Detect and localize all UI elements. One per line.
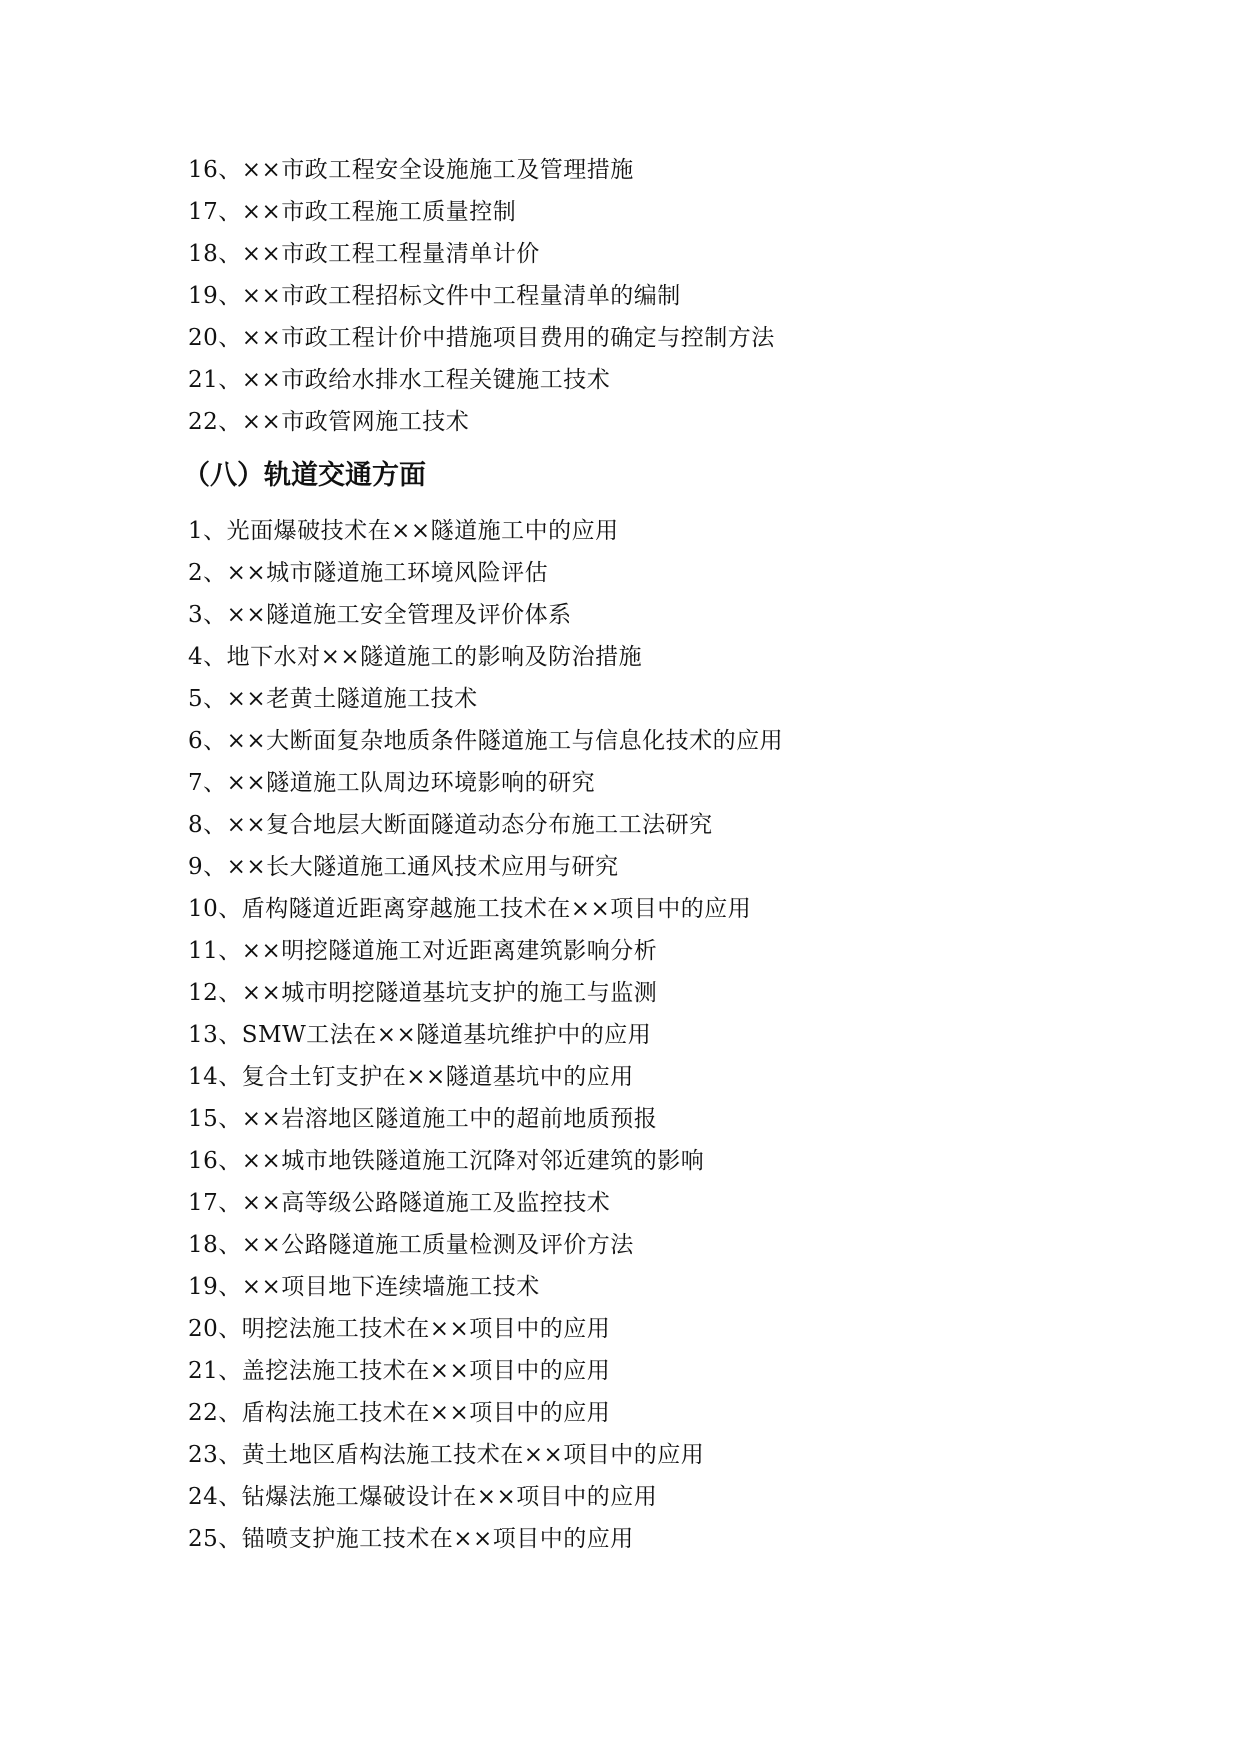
list-item: 4、地下水对××隧道施工的影响及防治措施 — [188, 644, 643, 670]
list-item: 2、××城市隧道施工环境风险评估 — [188, 560, 549, 586]
section-heading: （八）轨道交通方面 — [183, 460, 426, 491]
list-item: 23、黄土地区盾构法施工技术在××项目中的应用 — [188, 1442, 705, 1468]
list-item: 20、明挖法施工技术在××项目中的应用 — [188, 1316, 611, 1342]
list-item: 7、××隧道施工队周边环境影响的研究 — [188, 770, 596, 796]
list-item: 19、××项目地下连续墙施工技术 — [188, 1274, 540, 1300]
list-item: 20、××市政工程计价中措施项目费用的确定与控制方法 — [188, 325, 775, 351]
list-item: 21、××市政给水排水工程关键施工技术 — [188, 367, 611, 393]
list-item: 1、光面爆破技术在××隧道施工中的应用 — [188, 518, 619, 544]
list-item: 3、××隧道施工安全管理及评价体系 — [188, 602, 572, 628]
list-item: 18、××公路隧道施工质量检测及评价方法 — [188, 1232, 634, 1258]
list-item: 13、SMW工法在××隧道基坑维护中的应用 — [188, 1022, 652, 1048]
list-item: 24、钻爆法施工爆破设计在××项目中的应用 — [188, 1484, 658, 1510]
list-item: 18、××市政工程工程量清单计价 — [188, 241, 540, 267]
list-item: 16、××城市地铁隧道施工沉降对邻近建筑的影响 — [188, 1148, 705, 1174]
list-item: 21、盖挖法施工技术在××项目中的应用 — [188, 1358, 611, 1384]
list-item: 5、××老黄土隧道施工技术 — [188, 686, 478, 712]
list-item: 17、××高等级公路隧道施工及监控技术 — [188, 1190, 611, 1216]
list-item: 19、××市政工程招标文件中工程量清单的编制 — [188, 283, 681, 309]
list-item: 6、××大断面复杂地质条件隧道施工与信息化技术的应用 — [188, 728, 784, 754]
list-item: 16、××市政工程安全设施施工及管理措施 — [188, 157, 634, 183]
list-item: 9、××长大隧道施工通风技术应用与研究 — [188, 854, 619, 880]
list-item: 22、××市政管网施工技术 — [188, 409, 470, 435]
list-item: 22、盾构法施工技术在××项目中的应用 — [188, 1400, 611, 1426]
list-item: 10、盾构隧道近距离穿越施工技术在××项目中的应用 — [188, 896, 752, 922]
list-item: 15、××岩溶地区隧道施工中的超前地质预报 — [188, 1106, 658, 1132]
list-item: 17、××市政工程施工质量控制 — [188, 199, 517, 225]
list-item: 11、××明挖隧道施工对近距离建筑影响分析 — [188, 938, 658, 964]
list-item: 8、××复合地层大断面隧道动态分布施工工法研究 — [188, 812, 713, 838]
list-item: 14、复合土钉支护在××隧道基坑中的应用 — [188, 1064, 634, 1090]
list-item: 25、锚喷支护施工技术在××项目中的应用 — [188, 1526, 634, 1552]
list-item: 12、××城市明挖隧道基坑支护的施工与监测 — [188, 980, 658, 1006]
